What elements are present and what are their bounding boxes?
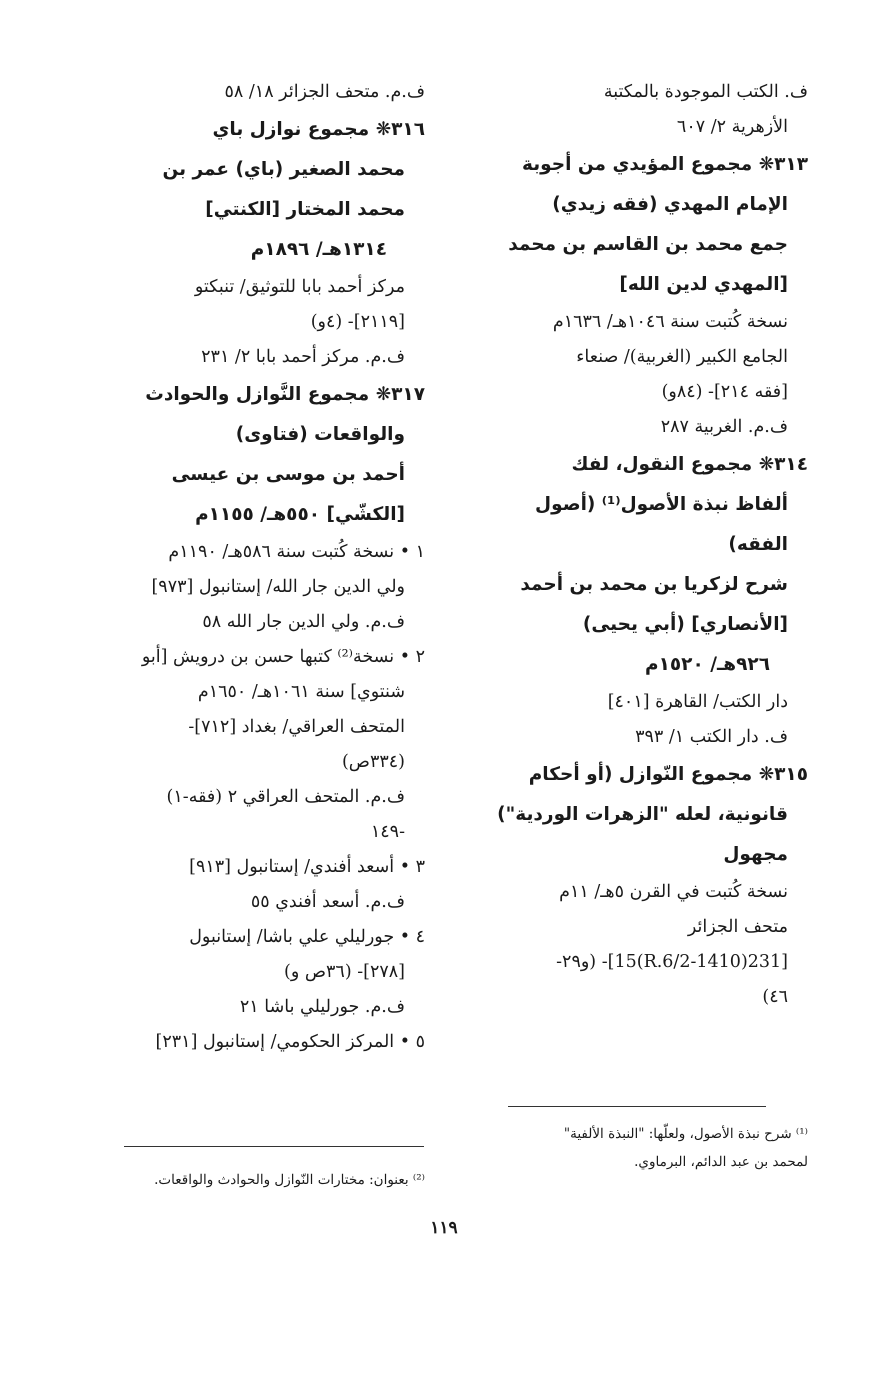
entry-heading-314: ٣١٤❋ مجموع النقول، لفك	[571, 454, 808, 475]
date-line: ١٣١٤هـ/ ١٨٩٦م	[250, 239, 387, 260]
text-line: (٣٣٤ص)	[341, 752, 405, 772]
page-number: ١١٩	[430, 1218, 458, 1238]
text-line: [٢١١٩]- (٤و)	[310, 312, 405, 332]
text-line: ٤٦)	[762, 987, 788, 1007]
author-line: محمد المختار [الكنتي]	[205, 199, 405, 220]
text-line: الإمام المهدي (فقه زيدي)	[552, 194, 788, 215]
copy-item-2: ٢ • نسخة⁽²⁾ كتبها حسن بن درويش [أبو	[141, 647, 425, 667]
text-line: الأزهرية ٢/ ٦٠٧	[676, 117, 788, 137]
text-line: ولي الدين جار الله/ إستانبول [٩٧٣]	[151, 577, 405, 597]
text-line: ف.م. الغربية ٢٨٧	[660, 417, 788, 437]
text-line: ف. دار الكتب ١/ ٣٩٣	[635, 727, 788, 747]
text-line: متحف الجزائر	[687, 917, 788, 937]
right-column	[468, 78, 808, 1018]
footnote-rule-left	[124, 1146, 424, 1147]
text-line: ف. الكتب الموجودة بالمكتبة	[603, 82, 808, 102]
footnote-left	[100, 1166, 425, 1194]
text-line: ف.م. مركز أحمد بابا ٢/ ٢٣١	[201, 347, 405, 367]
copy-item-3: ٣ • أسعد أفندي/ إستانبول [٩١٣]	[189, 857, 425, 877]
text-line: ألفاظ نبذة الأصول⁽¹⁾ (أصول	[535, 494, 788, 515]
copy-item-5: ٥ • المركز الحكومي/ إستانبول [٢٣١]	[155, 1032, 425, 1052]
text-line: ف.م. متحف الجزائر ١٨/ ٥٨	[224, 82, 425, 102]
date-line: ٩٢٦هـ/ ١٥٢٠م	[645, 654, 770, 675]
text-line: نسخة كُتبت في القرن ٥هـ/ ١١م	[559, 882, 788, 902]
text-line: شنتوي] سنة ١٠٦١هـ/ ١٦٥٠م	[197, 682, 405, 702]
footnote-line: لمحمد بن عبد الدائم، البرماوي.	[634, 1154, 808, 1170]
text-line: والواقعات (فتاوى)	[235, 424, 405, 445]
author-line: مجهول	[723, 844, 788, 865]
text-line: المتحف العراقي/ بغداد [٧١٢]-	[188, 717, 405, 737]
entry-heading-316: ٣١٦❋ مجموع نوازل باي	[212, 119, 425, 140]
author-line: [الكشّي] ٥٥٠هـ/ ١١٥٥م	[195, 504, 405, 525]
text-line: دار الكتب/ القاهرة [٤٠١]	[607, 692, 788, 712]
text-line: [231(1410-R.6/2)15]- (و٢٩-	[556, 952, 788, 972]
text-line: ف.م. ولي الدين جار الله ٥٨	[202, 612, 405, 632]
text-line: قانونية، لعله "الزهرات الوردية")	[497, 804, 788, 825]
text-line: -١٤٩	[370, 822, 405, 842]
text-line: ف.م. جورليلي باشا ٢١	[239, 997, 405, 1017]
text-line: الجامع الكبير (الغربية)/ صنعاء	[576, 347, 788, 367]
entry-heading-313: ٣١٣❋ مجموع المؤيدي من أجوبة	[522, 154, 808, 175]
left-column	[100, 78, 425, 1063]
author-line: شرح لزكريا بن محمد بن أحمد	[520, 574, 788, 595]
text-line: [فقه ٢١٤]- (٨٤و)	[661, 382, 788, 402]
text-line: ف.م. المتحف العراقي ٢ (فقه-١)	[166, 787, 405, 807]
author-line: محمد الصغير (باي) عمر بن	[162, 159, 405, 180]
footnote-rule-right	[508, 1106, 766, 1107]
author-line: جمع محمد بن القاسم بن محمد	[508, 234, 788, 255]
author-line: أحمد بن موسى بن عيسى	[171, 464, 405, 485]
entry-heading-317: ٣١٧❋ مجموع النَّوازل والحوادث	[145, 384, 425, 405]
text-line: [٢٧٨]- (٣٦ص و)	[284, 962, 405, 982]
text-line: نسخة كُتبت سنة ١٠٤٦هـ/ ١٦٣٦م	[552, 312, 788, 332]
text-line: مركز أحمد بابا للتوثيق/ تنبكتو	[194, 277, 405, 297]
text-line: الفقه)	[728, 534, 788, 555]
author-line: [الأنصاري] (أبي يحيى)	[582, 614, 788, 635]
copy-item-4: ٤ • جورليلي علي باشا/ إستانبول	[189, 927, 425, 947]
footnote-line: ⁽¹⁾ شرح نبذة الأصول، ولعلّها: "النبذة الألفية"	[563, 1126, 808, 1142]
footnote-line: ⁽²⁾ بعنوان: مختارات النّوازل والحوادث والواقعات.	[154, 1172, 425, 1188]
text-line: ف.م. أسعد أفندي ٥٥	[250, 892, 405, 912]
author-line: [المهدي لدين الله]	[619, 274, 788, 295]
entry-heading-315: ٣١٥❋ مجموع النّوازل (أو أحكام	[528, 764, 808, 785]
copy-item-1: ١ • نسخة كُتبت سنة ٥٨٦هـ/ ١١٩٠م	[168, 542, 425, 562]
footnote-right	[468, 1120, 808, 1176]
